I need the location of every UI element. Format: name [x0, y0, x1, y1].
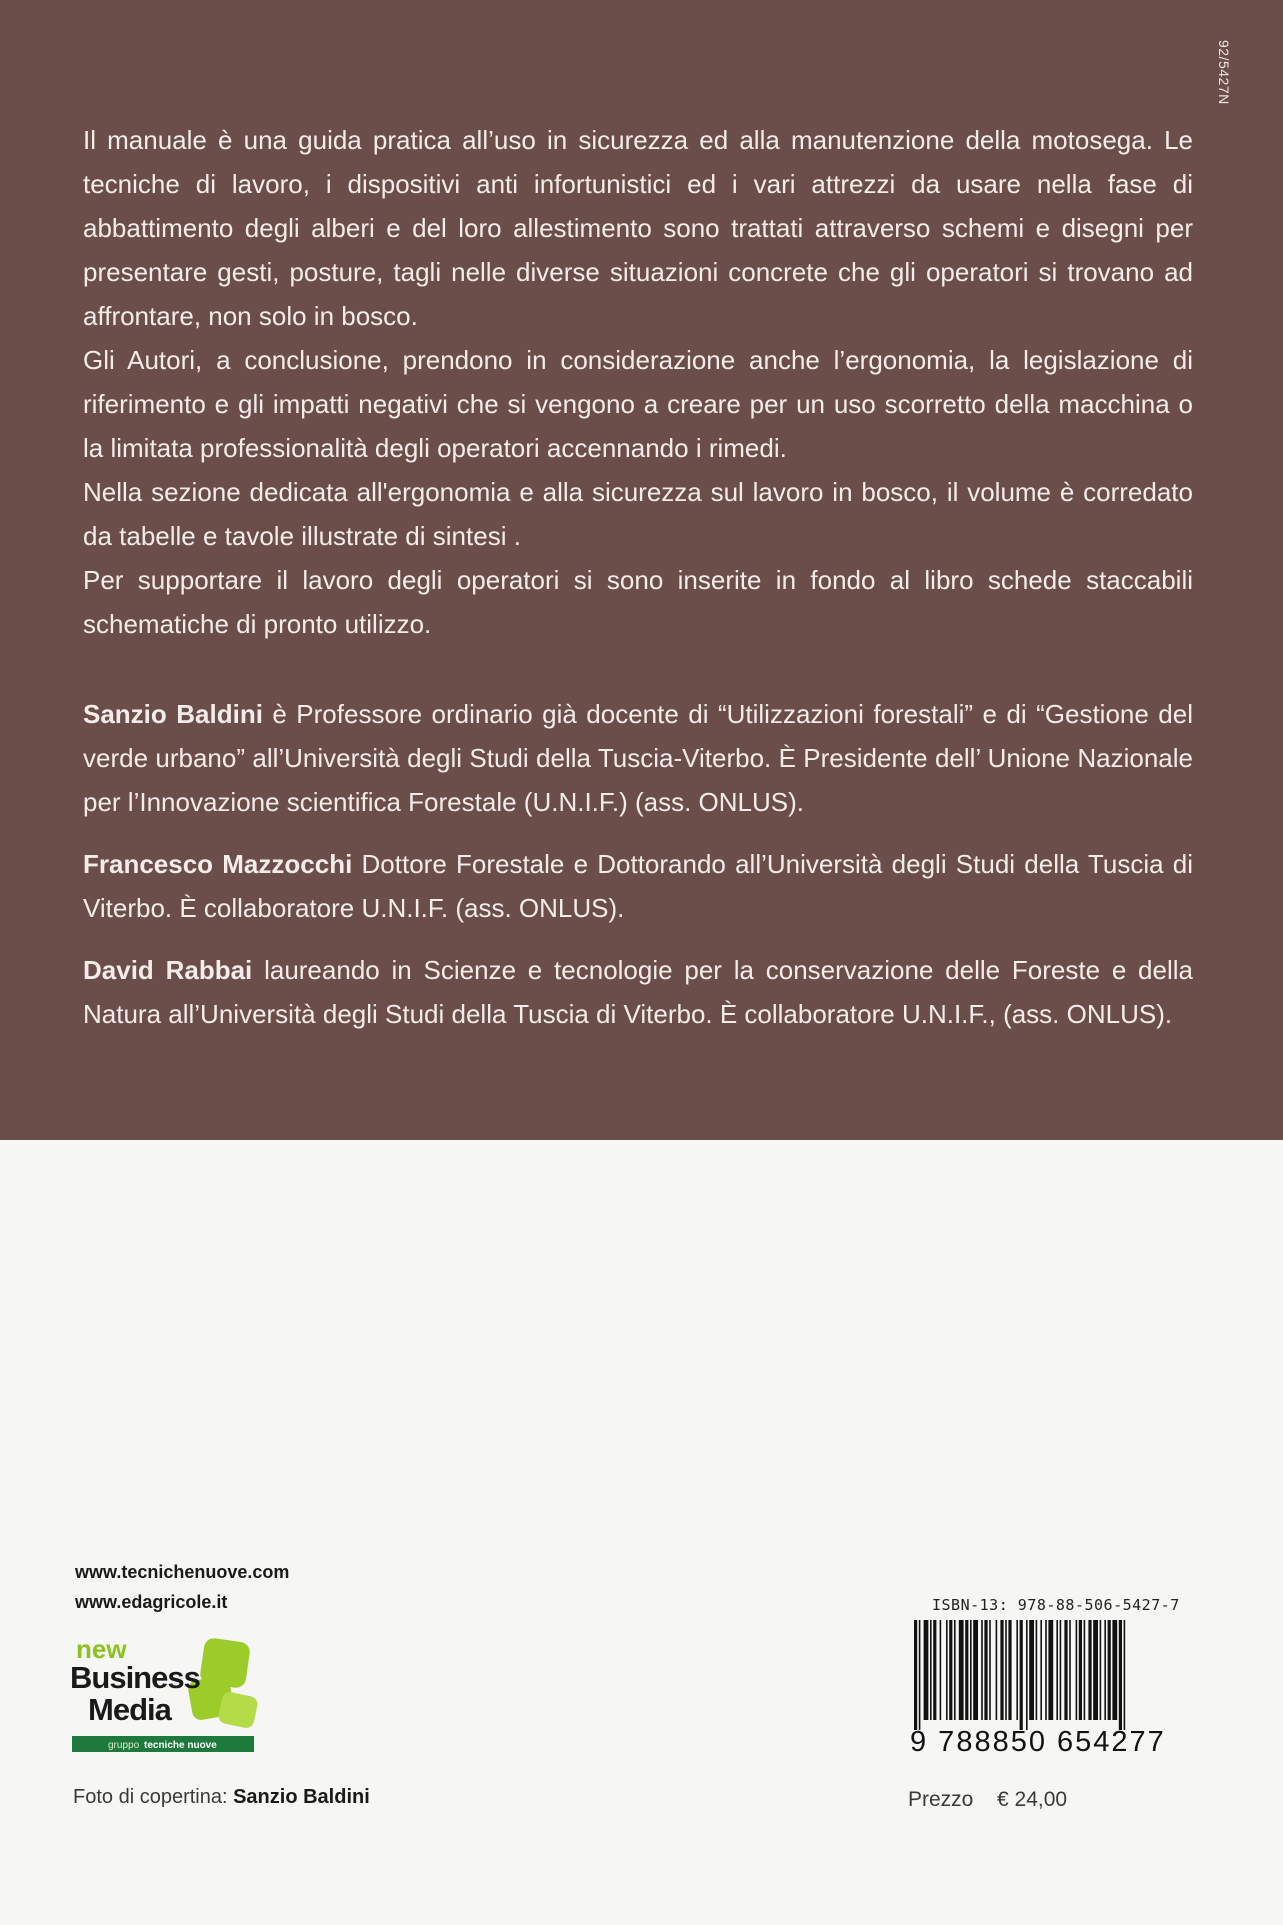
barcode-bar — [949, 1620, 952, 1720]
logo-business-text: Business — [70, 1660, 200, 1695]
barcode-bar — [973, 1620, 978, 1720]
barcode-bar — [1088, 1620, 1091, 1720]
photo-credit — [73, 1786, 370, 1809]
photo-credit-name: Sanzio Baldini — [233, 1786, 370, 1808]
barcode-bar — [914, 1620, 917, 1730]
barcode-bar — [933, 1620, 936, 1720]
barcode-bar — [1064, 1620, 1067, 1720]
barcode-bar — [1060, 1620, 1062, 1720]
barcode-bar — [996, 1620, 998, 1720]
isbn-label: ISBN-13: 978-88-506-5427-7 — [932, 1596, 1180, 1614]
author-bio-text: laureando in Scienze e tecnologie per la conservazione delle Foreste e della Natura all’Università degli Studi della Tuscia di Viterbo. È collaboratore U.N.I.F., (ass. ONLUS). — [83, 955, 1193, 1029]
barcode-bar — [930, 1620, 932, 1720]
author-bio — [83, 842, 1193, 930]
description-paragraph: Il manuale è una guida pratica all’uso in sicurezza ed alla manutenzione della motosega. Le tecniche di lavoro, i dispositivi anti infortunistici ed i vari attrezzi da usare nella fase di abbattimento degli alberi e del loro allestimento sono trattati attraverso schemi e disegni per presentare gesti, posture, tagli nelle diverse situazioni concrete che gli operatori si trovano ad affrontare, non solo in bosco. — [83, 125, 1193, 331]
logo-tagline-brand: tecniche nuove — [144, 1740, 217, 1751]
barcode-bar — [1048, 1620, 1053, 1720]
barcode-bar — [1026, 1620, 1028, 1730]
author-name: Sanzio Baldini — [83, 699, 263, 729]
barcode-bar — [954, 1620, 956, 1720]
barcode-bar — [1036, 1620, 1038, 1720]
logo-media-text: Media — [88, 1692, 171, 1727]
barcode-bar — [1008, 1620, 1011, 1720]
barcode-bar — [1100, 1620, 1102, 1720]
barcode-bar — [970, 1620, 972, 1720]
author-bio-text: Dottore Forestale e Dottorando all’Università degli Studi della Tuscia di Viterbo. È collaboratore U.N.I.F. (ass. ONLUS). — [83, 849, 1193, 923]
barcode-bar — [1029, 1620, 1034, 1720]
barcode-bar — [1076, 1620, 1078, 1720]
barcode-bar — [1093, 1620, 1098, 1720]
price-label: Prezzo — [908, 1788, 974, 1811]
barcode-digits: 9 788850 654277 — [910, 1726, 1166, 1758]
barcode-bar — [981, 1620, 983, 1720]
barcode-bar — [1016, 1620, 1018, 1720]
author-bio — [83, 948, 1193, 1036]
barcode-bar — [1040, 1620, 1042, 1720]
isbn-barcode-block — [910, 1596, 1206, 1759]
price — [908, 1788, 1067, 1812]
spine-code: 92/5427N — [1216, 40, 1232, 105]
publisher-logo — [70, 1636, 270, 1754]
website-link[interactable]: www.tecnichenuove.com — [75, 1562, 290, 1582]
barcode-bar — [989, 1620, 991, 1720]
barcode-bar — [940, 1620, 942, 1720]
author-bio — [83, 692, 1193, 824]
barcode-bar — [1124, 1620, 1126, 1730]
description-paragraph: Nella sezione dedicata all'ergonomia e alla sicurezza sul lavoro in bosco, il volume è corredato da tabelle e tavole illustrate di sintesi . — [83, 477, 1193, 551]
author-name: David Rabbai — [83, 955, 253, 985]
author-name: Francesco Mazzocchi — [83, 849, 353, 879]
photo-credit-label: Foto di copertina: — [73, 1786, 228, 1808]
barcode-bar — [1108, 1620, 1111, 1720]
barcode-icon — [910, 1618, 1206, 1730]
barcode-bar — [984, 1620, 987, 1720]
barcode-bar — [959, 1620, 964, 1720]
barcode-bar — [946, 1620, 948, 1720]
website-link[interactable]: www.edagricole.it — [75, 1592, 228, 1612]
barcode-bar — [1045, 1620, 1047, 1720]
author-bio-text: è Professore ordinario già docente di “Utilizzazioni forestali” e di “Gestione del verde urbano” all’Università degli Studi della Tuscia-Viterbo. È Presidente dell’ Unione Nazionale per l’Innovazione scientifica Forestale (U.N.I.F.) (ass. ONLUS). — [83, 699, 1193, 817]
logo-new-text: new — [76, 1636, 127, 1664]
barcode-bar — [1112, 1620, 1117, 1720]
publisher-websites — [75, 1557, 289, 1617]
barcode-bar — [1079, 1620, 1082, 1720]
barcode-bar — [1084, 1620, 1086, 1720]
description-paragraph: Gli Autori, a conclusione, prendono in considerazione anche l’ergonomia, la legislazione di riferimento e gli impatti negativi che si vengono a creare per un uso scorretto della macchina o la limitata professionalità degli operatori accennando i rimedi. — [83, 345, 1193, 463]
description-block — [83, 118, 1193, 1036]
logo-tagline-prefix: gruppo — [108, 1740, 140, 1751]
barcode-bar — [1056, 1620, 1058, 1720]
barcode-bar — [1020, 1620, 1023, 1730]
barcode-bar — [1119, 1620, 1122, 1730]
barcode-bar — [919, 1620, 921, 1730]
barcode-bar — [1069, 1620, 1071, 1720]
barcode-bar — [1000, 1620, 1003, 1720]
barcode-bar — [1104, 1620, 1106, 1720]
barcode-bar — [965, 1620, 968, 1720]
barcode-bar — [924, 1620, 929, 1720]
barcode-bar — [1005, 1620, 1007, 1720]
description-paragraph: Per supportare il lavoro degli operatori si sono inserite in fondo al libro schede staccabili schematiche di pronto utilizzo. — [83, 565, 1193, 639]
price-value: € 24,00 — [997, 1788, 1068, 1811]
